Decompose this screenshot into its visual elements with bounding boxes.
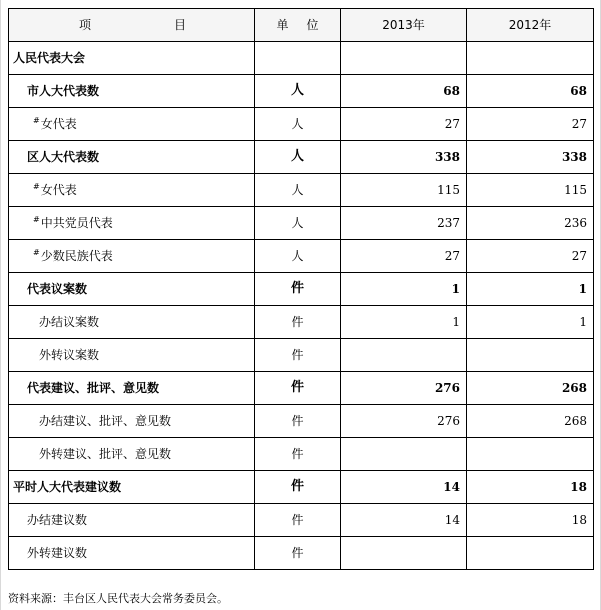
row-value-2013: [341, 537, 467, 570]
table-row: [9, 471, 594, 504]
row-unit-cell: 件: [255, 339, 341, 372]
table-row: [9, 108, 594, 141]
item-header-part-a: 项: [79, 18, 92, 32]
row-value-2012: 268: [467, 372, 594, 405]
row-item-cell: [9, 471, 255, 504]
row-unit-cell: 件: [255, 537, 341, 570]
unit-column-header: [255, 9, 341, 42]
subtotal-mark: #: [33, 248, 40, 257]
unit-header-label: 单位: [276, 18, 337, 32]
row-unit-cell: 件: [255, 438, 341, 471]
row-value-2013: 14: [341, 471, 467, 504]
table-row: [9, 42, 594, 75]
statistics-table: [8, 8, 594, 570]
row-value-2012: 68: [467, 75, 594, 108]
row-item-cell: [9, 174, 255, 207]
row-item-label: 市人大代表数: [27, 84, 100, 98]
header-row: [9, 9, 594, 42]
row-item-cell: [9, 438, 255, 471]
row-unit-cell: 人: [255, 141, 341, 174]
row-item-label: 代表建议、批评、意见数: [27, 381, 160, 395]
row-value-2012: 236: [467, 207, 594, 240]
row-value-2013: 27: [341, 108, 467, 141]
table-row: [9, 537, 594, 570]
table-row: [9, 372, 594, 405]
row-item-label: 代表议案数: [27, 282, 88, 296]
row-item-cell: [9, 504, 255, 537]
row-item-cell: [9, 537, 255, 570]
row-value-2013: 276: [341, 405, 467, 438]
row-value-2012: 27: [467, 108, 594, 141]
row-item-label: 女代表: [40, 183, 77, 197]
row-item-label: 外转议案数: [39, 348, 100, 362]
row-item-cell: [9, 108, 255, 141]
table-row: [9, 273, 594, 306]
row-item-label: 外转建议、批评、意见数: [39, 447, 172, 461]
table-row: [9, 405, 594, 438]
row-value-2013: 338: [341, 141, 467, 174]
row-value-2013: 68: [341, 75, 467, 108]
row-value-2012: 27: [467, 240, 594, 273]
row-unit-cell: 件: [255, 372, 341, 405]
item-header-part-b: 目: [173, 18, 186, 32]
row-unit-cell: 件: [255, 504, 341, 537]
row-value-2013: 237: [341, 207, 467, 240]
row-item-cell: [9, 339, 255, 372]
row-unit-cell: 人: [255, 75, 341, 108]
row-unit-cell: 件: [255, 471, 341, 504]
row-unit-cell: 件: [255, 306, 341, 339]
row-item-cell: [9, 240, 255, 273]
row-item-label: 区人大代表数: [27, 150, 100, 164]
row-unit-cell: 人: [255, 174, 341, 207]
year-2012-column-header: 2012年: [467, 9, 594, 42]
row-value-2013: [341, 339, 467, 372]
source-note: 资料来源：丰台区人民代表大会常务委员会。: [8, 592, 228, 605]
row-item-label: 平时人大代表建议数: [13, 480, 122, 494]
row-item-label: 女代表: [40, 117, 77, 131]
row-value-2012: [467, 537, 594, 570]
row-item-cell: [9, 405, 255, 438]
table-row: [9, 339, 594, 372]
row-value-2012: 115: [467, 174, 594, 207]
subtotal-mark: #: [33, 116, 40, 125]
row-item-label: 中共党员代表: [40, 216, 113, 230]
table-row: [9, 141, 594, 174]
year-2013-column-header: 2013年: [341, 9, 467, 42]
row-item-cell: [9, 75, 255, 108]
row-unit-cell: 件: [255, 405, 341, 438]
table-row: [9, 174, 594, 207]
row-item-label: 办结建议数: [27, 513, 88, 527]
row-unit-cell: [255, 42, 341, 75]
row-item-cell: [9, 207, 255, 240]
row-unit-cell: 件: [255, 273, 341, 306]
row-item-label: 办结议案数: [39, 315, 100, 329]
table-row: [9, 75, 594, 108]
row-item-label: 办结建议、批评、意见数: [39, 414, 172, 428]
table-row: [9, 438, 594, 471]
row-item-cell: [9, 372, 255, 405]
row-item-cell: [9, 273, 255, 306]
subtotal-mark: #: [33, 215, 40, 224]
row-value-2013: 27: [341, 240, 467, 273]
row-item-label: 外转建议数: [27, 546, 88, 560]
row-unit-cell: 人: [255, 108, 341, 141]
row-item-label: 少数民族代表: [40, 249, 113, 263]
row-unit-cell: 人: [255, 207, 341, 240]
table-row: [9, 306, 594, 339]
row-value-2012: [467, 339, 594, 372]
row-unit-cell: 人: [255, 240, 341, 273]
row-value-2013: 115: [341, 174, 467, 207]
row-value-2013: 276: [341, 372, 467, 405]
row-value-2013: 1: [341, 273, 467, 306]
table-row: [9, 504, 594, 537]
row-item-label: 人民代表大会: [13, 51, 86, 65]
row-value-2012: 18: [467, 504, 594, 537]
row-value-2012: 268: [467, 405, 594, 438]
item-column-header: [9, 9, 255, 42]
table-body: [9, 42, 594, 570]
row-item-cell: [9, 42, 255, 75]
row-value-2012: [467, 42, 594, 75]
row-value-2013: [341, 438, 467, 471]
row-item-cell: [9, 141, 255, 174]
row-value-2012: 1: [467, 306, 594, 339]
subtotal-mark: #: [33, 182, 40, 191]
table-row: [9, 207, 594, 240]
table-row: [9, 240, 594, 273]
row-value-2012: [467, 438, 594, 471]
row-value-2012: 1: [467, 273, 594, 306]
row-item-cell: [9, 306, 255, 339]
row-value-2013: 1: [341, 306, 467, 339]
row-value-2013: 14: [341, 504, 467, 537]
row-value-2012: 18: [467, 471, 594, 504]
row-value-2013: [341, 42, 467, 75]
row-value-2012: 338: [467, 141, 594, 174]
